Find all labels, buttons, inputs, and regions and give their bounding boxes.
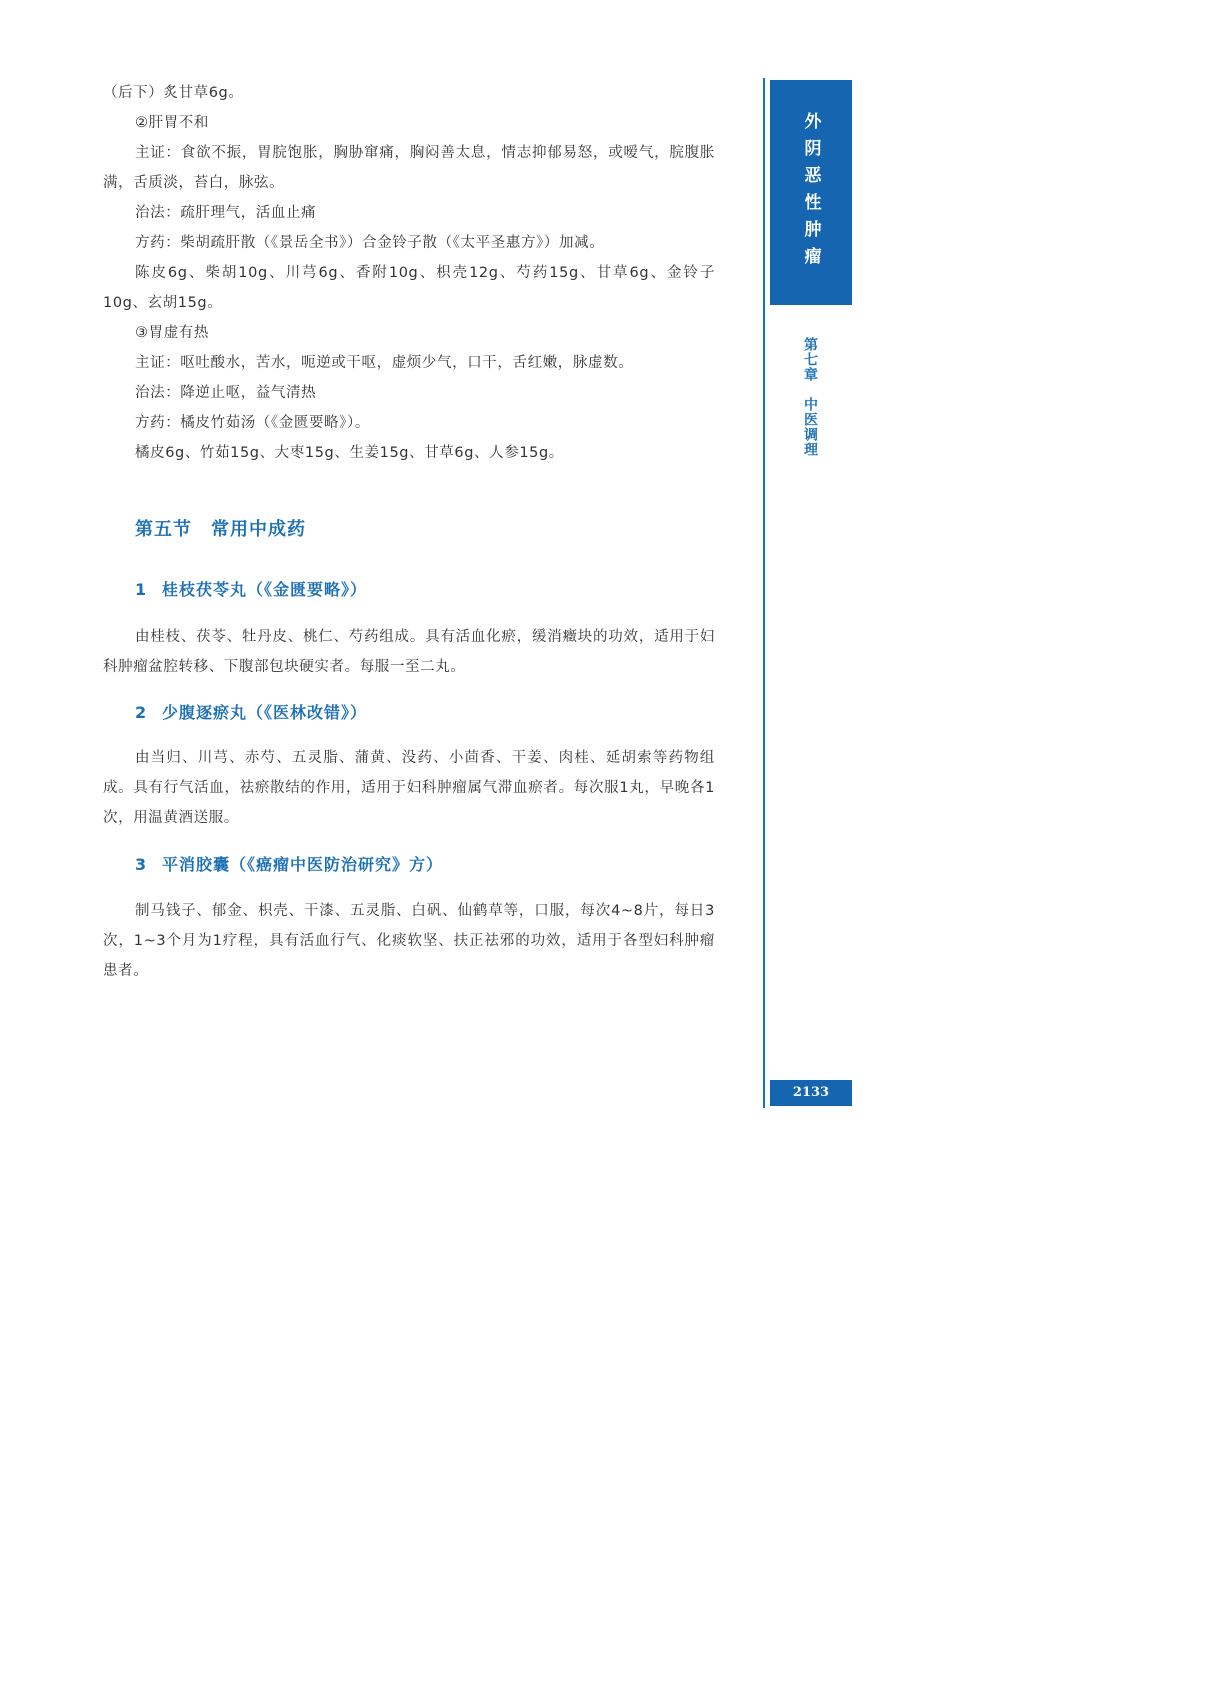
- section-title: 第五节 常用中成药: [135, 519, 306, 540]
- chapter-label: 第七章 中医调理: [802, 337, 818, 457]
- item-number: 2: [135, 703, 148, 722]
- body-top: [103, 78, 715, 468]
- paragraph: ②肝胃不和: [135, 115, 209, 131]
- item-title-text: 少腹逐瘀丸（《医林改错》）: [162, 703, 368, 722]
- part-title-box: [770, 80, 852, 305]
- paragraph: 由当归、川芎、赤芍、五灵脂、蒲黄、没药、小茴香、干姜、肉桂、延胡索等药物组成。具有行气活血，祛瘀散结的作用，适用于妇科肿瘤属气滞血瘀者。每次服1丸，早晚各1次，用温黄酒送服。: [103, 750, 715, 826]
- item-body: [103, 743, 715, 833]
- margin-rule: [763, 78, 765, 1108]
- item-body: [103, 896, 715, 986]
- paragraph: 方药：橘皮竹茹汤（《金匮要略》）。: [135, 415, 370, 431]
- item-body: [103, 622, 715, 682]
- paragraph: 治法：疏肝理气，活血止痛: [135, 205, 317, 221]
- paragraph: 主证：呕吐酸水，苦水，呃逆或干呕，虚烦少气，口干，舌红嫩，脉虚数。: [135, 355, 634, 371]
- item-number: 1: [135, 580, 148, 599]
- item-number: 3: [135, 855, 148, 874]
- item-title: [135, 852, 443, 875]
- paragraph: 由桂枝、茯苓、牡丹皮、桃仁、芍药组成。具有活血化瘀，缓消癥块的功效，适用于妇科肿瘤盆腔转移、下腹部包块硬实者。每服一至二丸。: [103, 629, 715, 675]
- paragraph: 橘皮6g、竹茹15g、大枣15g、生姜15g、甘草6g、人参15g。: [135, 445, 564, 461]
- item-title: [135, 577, 367, 600]
- item-title-text: 桂枝茯苓丸（《金匮要略》）: [162, 580, 368, 599]
- paragraph: 方药：柴胡疏肝散（《景岳全书》）合金铃子散（《太平圣惠方》）加减。: [135, 235, 605, 251]
- paragraph: （后下）炙甘草6g。: [103, 85, 244, 101]
- paragraph: 制马钱子、郁金、枳壳、干漆、五灵脂、白矾、仙鹤草等，口服，每次4~8片，每日3次，1~3个月为1疗程，具有活血行气、化痰软坚、扶正祛邪的功效，适用于各型妇科肿瘤患者。: [103, 903, 715, 979]
- item-title-text: 平消胶囊（《癌瘤中医防治研究》方）: [162, 855, 444, 874]
- paragraph: 陈皮6g、柴胡10g、川芎6g、香附10g、枳壳12g、芍药15g、甘草6g、金铃子10g、玄胡15g。: [103, 265, 715, 311]
- part-title: 外阴恶性肿瘤: [800, 111, 821, 274]
- item-title: [135, 700, 367, 723]
- paragraph: 主证：食欲不振，胃脘饱胀，胸胁窜痛，胸闷善太息，情志抑郁易怒，或嗳气，脘腹胀满，舌质淡，苔白，脉弦。: [103, 145, 715, 191]
- page-number: 2133: [770, 1080, 852, 1106]
- paragraph: ③胃虚有热: [135, 325, 209, 341]
- paragraph: 治法：降逆止呕，益气清热: [135, 385, 317, 401]
